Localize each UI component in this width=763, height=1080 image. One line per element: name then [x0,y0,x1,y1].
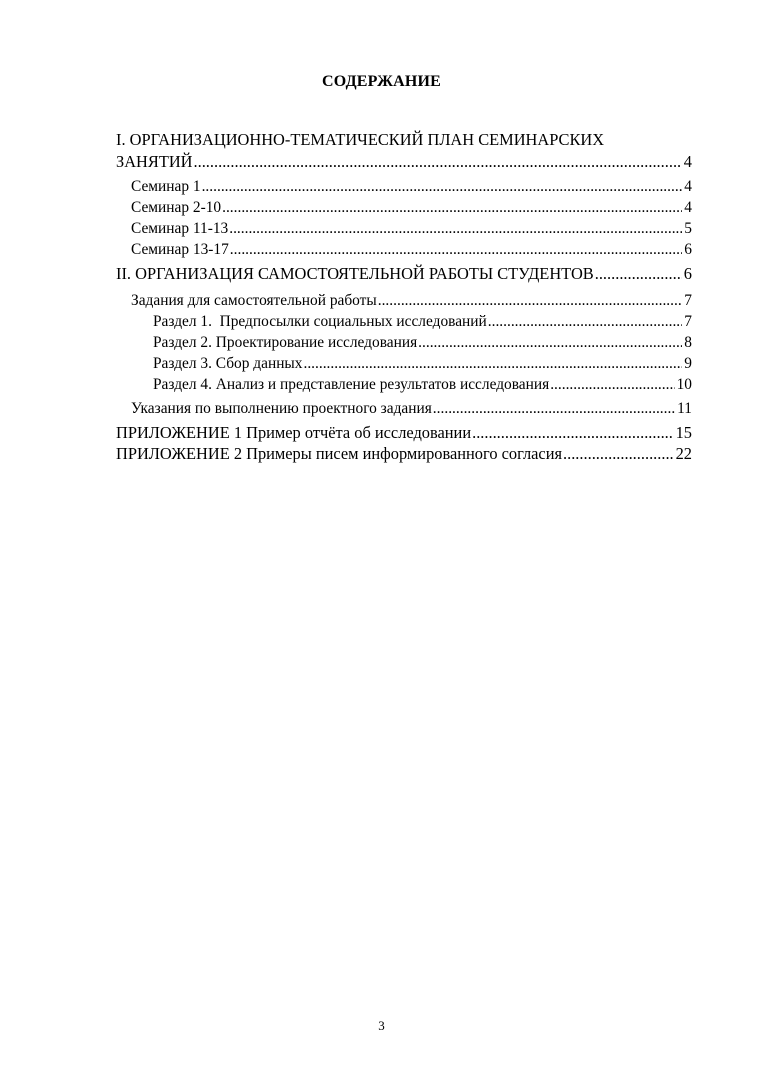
toc-item-label: Семинар 13-17 [131,241,229,258]
toc-item-label: ПРИЛОЖЕНИЕ 2 Примеры писем информированного согласия [116,444,563,463]
toc-page-number: 5 [684,220,692,237]
toc-dot-leader [595,263,682,285]
toc-page-number: 11 [677,400,692,417]
toc-page-number: 7 [684,292,692,309]
toc-dot-leader [472,422,674,443]
toc-page-number: 6 [684,241,692,258]
toc-item-label: Задания для самостоятельной работы [131,292,377,309]
toc-item-label: ПРИЛОЖЕНИЕ 1 Пример отчёта об исследовании [116,423,472,442]
toc-appendix-1[interactable] [116,422,692,443]
toc-item-label: Раздел 4. Анализ и представление результатов исследования [153,376,550,393]
toc-item-label: Раздел 3. Сбор данных [153,355,303,372]
toc-item-label: Семинар 11-13 [131,220,229,237]
toc-item-label: Семинар 2-10 [131,199,222,216]
toc-section-2[interactable] [116,263,692,285]
toc-dot-leader [563,443,674,464]
toc-dot-leader [303,353,682,374]
toc-page-number: 7 [684,313,692,330]
toc-page-number: 9 [684,355,692,372]
toc-dot-leader [202,176,683,197]
toc-section-2-title: II. ОРГАНИЗАЦИЯ САМОСТОЯТЕЛЬНОЙ РАБОТЫ СТУДЕНТОВ [116,264,594,283]
toc-dot-leader [418,332,682,353]
toc-page-number: 4 [683,152,692,171]
table-of-contents [116,129,692,464]
toc-page-number: 4 [684,199,692,216]
page-number: 3 [378,1018,385,1033]
toc-item-label: Указания по выполнению проектного задания [131,400,432,417]
toc-item-section-2[interactable] [116,332,692,353]
toc-dot-leader [378,290,683,311]
toc-dot-leader [550,374,674,395]
toc-item-seminar-1[interactable] [116,176,692,197]
toc-page-number: 22 [675,444,692,463]
toc-page-number: 4 [684,178,692,195]
toc-item-seminar-2-10[interactable] [116,197,692,218]
toc-page-number: 10 [676,376,692,393]
toc-appendix-2[interactable] [116,443,692,464]
toc-subsection-project-guidelines[interactable] [116,398,692,419]
toc-item-section-3[interactable] [116,353,692,374]
toc-page-number: 15 [675,423,692,442]
toc-dot-leader [194,151,682,173]
toc-subsection-assignments[interactable] [116,290,692,311]
toc-section-1[interactable] [116,129,692,173]
toc-item-seminar-11-13[interactable] [116,218,692,239]
toc-item-label: Семинар 1 [131,178,201,195]
toc-item-section-1[interactable] [116,311,692,332]
toc-page-number: 6 [683,264,692,283]
toc-dot-leader [433,398,675,419]
toc-dot-leader [222,197,682,218]
toc-item-seminar-13-17[interactable] [116,239,692,260]
toc-section-1-title-line1: I. ОРГАНИЗАЦИОННО-ТЕМАТИЧЕСКИЙ ПЛАН СЕМИНАРСКИХ [116,130,605,149]
toc-item-label: Раздел 1. Предпосылки социальных исследований [153,313,487,330]
toc-dot-leader [488,311,683,332]
toc-item-section-4[interactable] [116,374,692,395]
toc-item-label: Раздел 2. Проектирование исследования [153,334,418,351]
toc-section-1-title-line2: ЗАНЯТИЙ [116,152,193,171]
toc-page-number: 8 [684,334,692,351]
toc-dot-leader [229,218,682,239]
toc-dot-leader [230,239,683,260]
page-title: СОДЕРЖАНИЕ [321,73,442,90]
